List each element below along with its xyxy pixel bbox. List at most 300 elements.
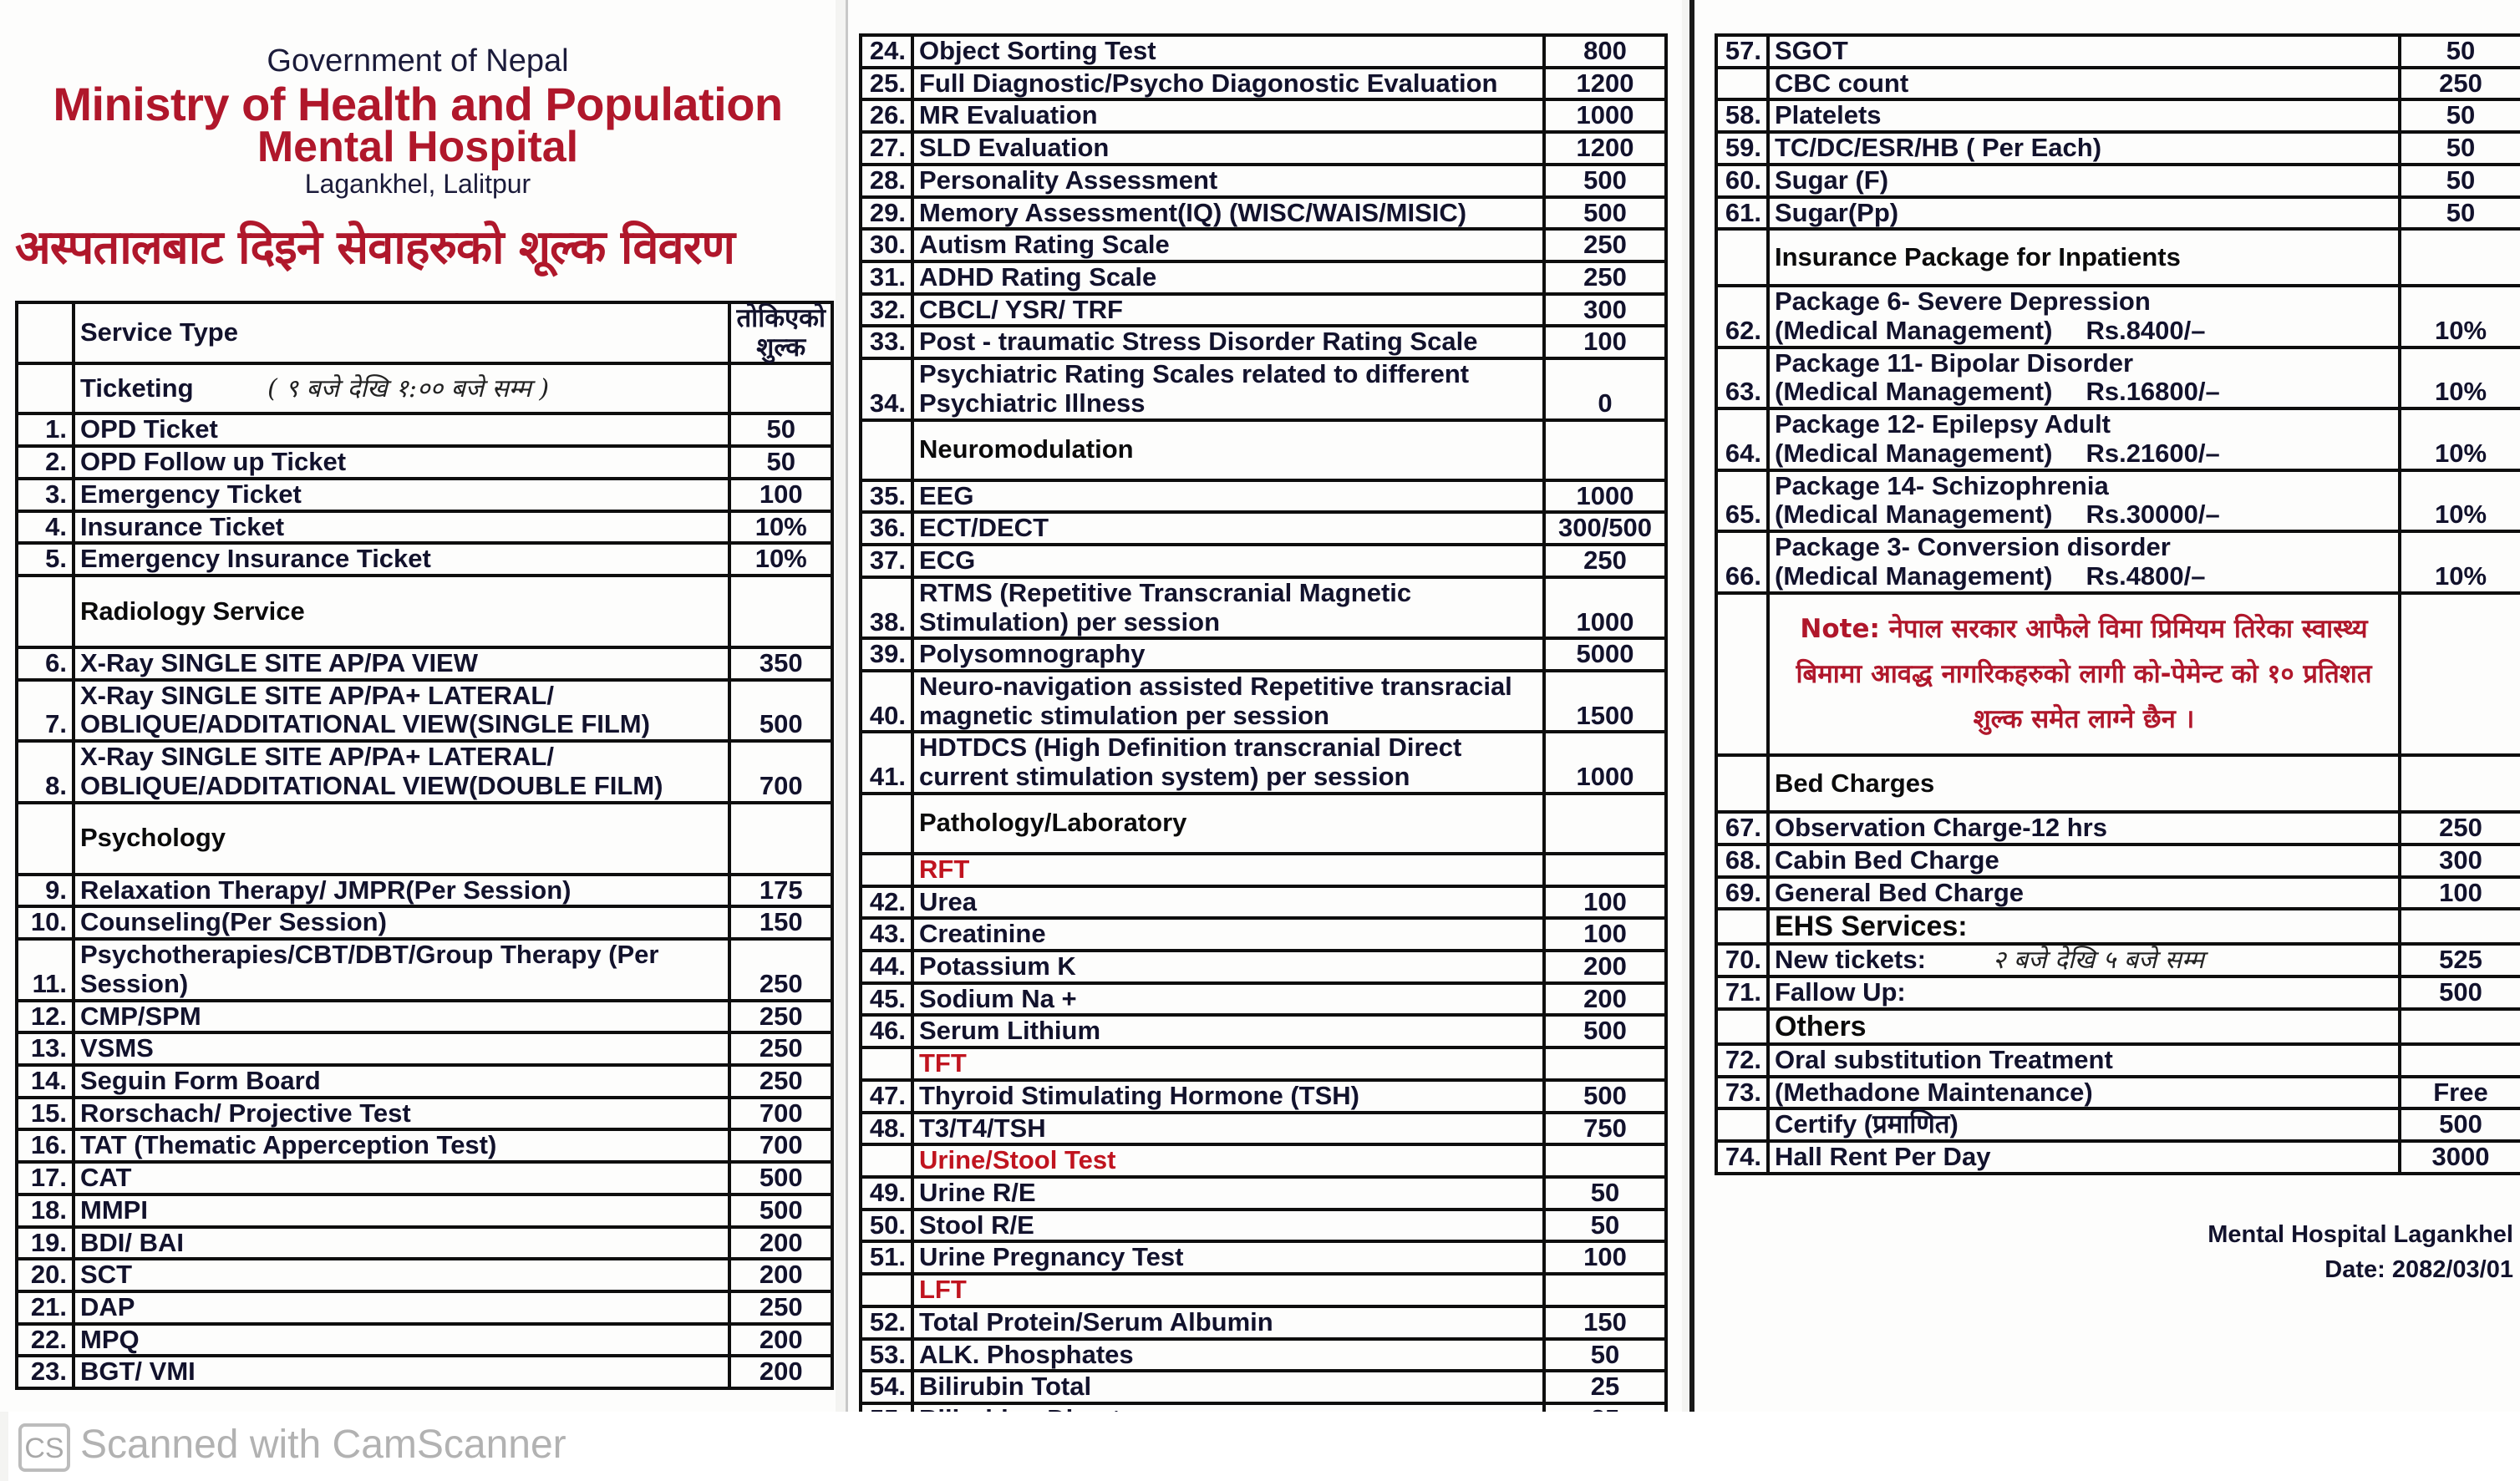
row-number: 8. xyxy=(17,741,74,802)
row-fee: 5000 xyxy=(1544,638,1666,671)
row-fee: 10% xyxy=(2400,408,2520,469)
service-name-text: Full Diagnostic/Psycho Diagonostic Evaluation xyxy=(919,68,1498,98)
row-fee: 50 xyxy=(729,446,832,479)
signatory: Mental Hospital Lagankhel xyxy=(2208,1221,2513,1248)
table-row xyxy=(1716,197,2520,230)
government-label: Government of Nepal xyxy=(267,43,569,79)
subsection-row xyxy=(861,1274,1666,1306)
service-name-text: Package 3- Conversion disorder xyxy=(1775,532,2171,562)
row-number: 70. xyxy=(1716,944,1768,976)
section-heading: Others xyxy=(1768,1009,2400,1044)
section-heading: Psychology xyxy=(74,803,729,875)
row-number xyxy=(17,576,74,647)
row-number: 15. xyxy=(17,1098,74,1130)
package-price: Rs.8400/– xyxy=(2086,316,2206,346)
service-name-text: Sugar (F) xyxy=(1775,165,1889,195)
row-fee: 100 xyxy=(1544,918,1666,951)
service-name xyxy=(912,261,1544,294)
table-row xyxy=(861,358,1666,419)
service-name-text: HDTDCS (High Definition transcranial Direct current stimulation system) per session xyxy=(919,733,1462,792)
subsection-heading: LFT xyxy=(912,1274,1544,1306)
service-name-text: Cabin Bed Charge xyxy=(1775,844,1999,875)
row-number: 4. xyxy=(17,511,74,544)
row-number: 60. xyxy=(1716,165,1768,197)
row-fee: 50 xyxy=(2400,197,2520,230)
subsection-heading: Urine/Stool Test xyxy=(912,1144,1544,1177)
service-name-text: ECG xyxy=(919,545,976,576)
row-number: 5. xyxy=(17,543,74,576)
service-name-text: MMPI xyxy=(80,1194,148,1225)
package-price: Rs.30000/– xyxy=(2086,500,2220,530)
service-name-text: BDI/ BAI xyxy=(80,1227,184,1257)
row-fee: 500 xyxy=(2400,1108,2520,1141)
row-number: 28. xyxy=(861,165,912,197)
service-name xyxy=(74,1032,729,1065)
table-row xyxy=(17,680,832,741)
table-row xyxy=(861,638,1666,671)
row-number: 57. xyxy=(1716,35,1768,68)
service-name-text: Rorschach/ Projective Test xyxy=(80,1098,411,1128)
row-fee xyxy=(729,576,832,647)
row-number: 59. xyxy=(1716,132,1768,165)
section-heading: Pathology/Laboratory xyxy=(912,794,1544,854)
service-name xyxy=(1768,1141,2400,1174)
row-fee: 300 xyxy=(1544,294,1666,327)
service-name-text: Insurance Ticket xyxy=(80,511,285,541)
service-name-text: Package 11- Bipolar Disorder xyxy=(1775,347,2134,378)
row-fee: 1000 xyxy=(1544,480,1666,513)
row-number xyxy=(861,420,912,480)
table-row xyxy=(17,1356,832,1388)
service-name xyxy=(74,1356,729,1388)
table-row xyxy=(1716,976,2520,1009)
service-type-header: Service Type xyxy=(74,302,729,363)
row-fee: 200 xyxy=(729,1259,832,1291)
service-name xyxy=(912,132,1544,165)
camscanner-logo-icon: CS xyxy=(18,1423,70,1472)
service-name xyxy=(912,197,1544,230)
package-type: (Medical Management) xyxy=(1775,560,2053,591)
service-name-text: EEG xyxy=(919,480,974,510)
row-number xyxy=(861,794,912,854)
table-row xyxy=(1716,132,2520,165)
section-row xyxy=(1716,1009,2520,1044)
service-name xyxy=(74,939,729,1000)
row-number: 33. xyxy=(861,326,912,358)
service-name xyxy=(912,1371,1544,1403)
service-name xyxy=(912,512,1544,545)
row-fee: 500 xyxy=(1544,165,1666,197)
row-number: 31. xyxy=(861,261,912,294)
table-row xyxy=(861,1339,1666,1372)
row-fee: 100 xyxy=(1544,886,1666,919)
row-fee: 500 xyxy=(2400,976,2520,1009)
service-name xyxy=(74,1194,729,1227)
row-number: 69. xyxy=(1716,877,1768,910)
section-row xyxy=(861,420,1666,480)
row-number: 42. xyxy=(861,886,912,919)
row-number: 49. xyxy=(861,1177,912,1210)
row-number: 53. xyxy=(861,1339,912,1372)
row-fee: 200 xyxy=(729,1227,832,1260)
table-row xyxy=(17,1259,832,1291)
service-name-text: MR Evaluation xyxy=(919,100,1098,130)
table-row xyxy=(861,1080,1666,1113)
row-number: 18. xyxy=(17,1194,74,1227)
service-name-text: Total Protein/Serum Albumin xyxy=(919,1306,1273,1336)
table-row xyxy=(1716,531,2520,592)
service-name xyxy=(912,35,1544,68)
service-name-text: Bilirubin Total xyxy=(919,1372,1092,1402)
row-fee xyxy=(2400,755,2520,812)
service-name-text: Emergency Insurance Ticket xyxy=(80,544,431,574)
row-number: 10. xyxy=(17,906,74,939)
row-number: 29. xyxy=(861,197,912,230)
row-fee: 1000 xyxy=(1544,732,1666,793)
row-fee: 10% xyxy=(729,543,832,576)
table-row xyxy=(861,512,1666,545)
row-number: 65. xyxy=(1716,470,1768,531)
service-name-text: Sodium Na + xyxy=(919,983,1077,1013)
service-name xyxy=(912,1210,1544,1242)
service-name xyxy=(912,671,1544,732)
service-name xyxy=(74,741,729,802)
row-number: 71. xyxy=(1716,976,1768,1009)
service-name xyxy=(74,1324,729,1357)
row-number: 44. xyxy=(861,951,912,983)
row-number: 67. xyxy=(1716,812,1768,844)
row-fee: 250 xyxy=(2400,68,2520,100)
row-number: 36. xyxy=(861,512,912,545)
service-name xyxy=(74,647,729,680)
table-row xyxy=(861,132,1666,165)
row-fee: 250 xyxy=(1544,229,1666,261)
fee-table-middle xyxy=(859,33,1668,1469)
row-fee xyxy=(1544,794,1666,854)
service-name xyxy=(912,545,1544,577)
table-row xyxy=(861,1113,1666,1145)
table-row xyxy=(17,1227,832,1260)
table-row xyxy=(861,1371,1666,1403)
row-fee: 300/500 xyxy=(1544,512,1666,545)
row-number: 24. xyxy=(861,35,912,68)
table-row xyxy=(17,413,832,446)
service-name-text: Neuro-navigation assisted Repetitive transracial magnetic stimulation per session xyxy=(919,671,1512,730)
table-row xyxy=(861,326,1666,358)
table-row xyxy=(861,1306,1666,1339)
row-fee: 300 xyxy=(2400,844,2520,877)
row-fee: 100 xyxy=(2400,877,2520,910)
ticketing-hours-handwritten: ( ९ बजे देखि १:०० बजे सम्म ) xyxy=(267,374,550,404)
fee-table-right xyxy=(1715,33,2520,1175)
hospital-title: Mental Hospital xyxy=(257,123,579,171)
table-row xyxy=(1716,1141,2520,1174)
service-name xyxy=(1768,1044,2400,1077)
row-number: 51. xyxy=(861,1241,912,1274)
row-fee: 800 xyxy=(1544,35,1666,68)
row-fee: 150 xyxy=(729,906,832,939)
section-heading: EHS Services: xyxy=(1768,909,2400,944)
table-row xyxy=(17,1129,832,1162)
row-number: 46. xyxy=(861,1015,912,1047)
table-row xyxy=(861,294,1666,327)
service-name xyxy=(912,358,1544,419)
service-name-text: Platelets xyxy=(1775,100,1882,130)
table-row xyxy=(1716,944,2520,976)
table-row xyxy=(17,1162,832,1194)
service-name-text: CBC count xyxy=(1775,68,1909,98)
table-row xyxy=(17,741,832,802)
row-number: 66. xyxy=(1716,531,1768,592)
service-name xyxy=(1768,1077,2400,1109)
table-row xyxy=(1716,812,2520,844)
service-name-text: CMP/SPM xyxy=(80,1001,201,1031)
table-row xyxy=(861,35,1666,68)
table-row xyxy=(17,1324,832,1357)
section-row xyxy=(861,794,1666,854)
table-row xyxy=(861,480,1666,513)
row-number: 43. xyxy=(861,918,912,951)
issue-date: Date: 2082/03/01 xyxy=(2324,1256,2513,1283)
row-number xyxy=(1716,1108,1768,1141)
row-fee: 50 xyxy=(729,413,832,446)
table-row xyxy=(1716,844,2520,877)
row-number: 54. xyxy=(861,1371,912,1403)
row-number: 9. xyxy=(17,875,74,907)
subsection-row xyxy=(861,854,1666,886)
service-name xyxy=(74,1065,729,1098)
table-row xyxy=(17,1291,832,1324)
row-fee: 500 xyxy=(729,1162,832,1194)
row-number: 72. xyxy=(1716,1044,1768,1077)
row-number xyxy=(861,1274,912,1306)
table-row xyxy=(17,446,832,479)
service-name-text: Psychotherapies/CBT/DBT/Group Therapy (Per Session) xyxy=(80,940,659,998)
service-name-text: Urine R/E xyxy=(919,1178,1036,1207)
service-name xyxy=(1768,944,2400,976)
row-fee xyxy=(2400,909,2520,944)
row-fee xyxy=(2400,229,2520,286)
row-number: 39. xyxy=(861,638,912,671)
service-name xyxy=(912,918,1544,951)
subsection-row xyxy=(861,1047,1666,1080)
service-name xyxy=(1768,877,2400,910)
row-number: 64. xyxy=(1716,408,1768,469)
row-number: 11. xyxy=(17,939,74,1000)
section-heading: Neuromodulation xyxy=(912,420,1544,480)
table-row xyxy=(861,886,1666,919)
row-fee: Free xyxy=(2400,1077,2520,1109)
insurance-copayment-note: Note: नेपाल सरकार आफैले विमा प्रिमियम तिरेका स्वास्थ्य बिमामा आवद्ध नागरिकहरुको लागी को-पेमेन्ट को १० प्रतिशत शुल्क समेत लाग्ने छैन । xyxy=(1768,593,2400,756)
row-number: 73. xyxy=(1716,1077,1768,1109)
row-fee: 25 xyxy=(1544,1371,1666,1403)
service-name-text: Stool R/E xyxy=(919,1210,1034,1240)
section-heading: Insurance Package for Inpatients xyxy=(1768,229,2400,286)
service-name-text: Memory Assessment(IQ) (WISC/WAIS/MISIC) xyxy=(919,197,1467,227)
row-number: 62. xyxy=(1716,286,1768,347)
row-number xyxy=(861,1047,912,1080)
service-name-text: Psychiatric Rating Scales related to different Psychiatric Illness xyxy=(919,359,1470,418)
package-type: (Medical Management) xyxy=(1775,500,2053,530)
service-name xyxy=(74,1291,729,1324)
row-fee: 250 xyxy=(1544,261,1666,294)
subsection-heading: RFT xyxy=(912,854,1544,886)
row-fee xyxy=(1544,1144,1666,1177)
service-name-text: VSMS xyxy=(80,1033,154,1063)
service-name xyxy=(1768,408,2400,469)
table-row xyxy=(17,875,832,907)
row-number xyxy=(1716,593,1768,756)
table-row xyxy=(861,1241,1666,1274)
table-row xyxy=(861,671,1666,732)
table-row xyxy=(1716,470,2520,531)
table-row xyxy=(1716,877,2520,910)
row-number: 12. xyxy=(17,1001,74,1033)
table-row xyxy=(1716,165,2520,197)
service-name-text: Oral substitution Treatment xyxy=(1775,1045,2113,1074)
row-number: 30. xyxy=(861,229,912,261)
row-fee: 50 xyxy=(2400,132,2520,165)
table-row xyxy=(17,1194,832,1227)
package-type: (Medical Management) xyxy=(1775,438,2053,468)
row-fee xyxy=(2400,1044,2520,1077)
table-row xyxy=(861,951,1666,983)
table-row xyxy=(17,1098,832,1130)
row-fee: 100 xyxy=(729,479,832,511)
row-fee: 10% xyxy=(729,511,832,544)
row-fee: 150 xyxy=(1544,1306,1666,1339)
service-name xyxy=(74,1227,729,1260)
row-fee: 50 xyxy=(2400,35,2520,68)
service-name xyxy=(912,886,1544,919)
service-name-text: Counseling(Per Session) xyxy=(80,907,387,937)
service-name-text: Observation Charge-12 hrs xyxy=(1775,813,2107,843)
row-number: 34. xyxy=(861,358,912,419)
row-fee: 3000 xyxy=(2400,1141,2520,1174)
table-row xyxy=(861,732,1666,793)
row-number: 14. xyxy=(17,1065,74,1098)
row-fee: 100 xyxy=(1544,326,1666,358)
row-fee: 250 xyxy=(729,1065,832,1098)
row-fee: 250 xyxy=(1544,545,1666,577)
table-row xyxy=(861,1015,1666,1047)
service-name xyxy=(912,1177,1544,1210)
service-name xyxy=(912,229,1544,261)
service-name xyxy=(912,480,1544,513)
row-number: 1. xyxy=(17,413,74,446)
service-name-text: X-Ray SINGLE SITE AP/PA+ LATERAL/ OBLIQUE/ADDITATIONAL VIEW(SINGLE FILM) xyxy=(80,680,650,739)
service-name xyxy=(74,1162,729,1194)
service-name xyxy=(74,875,729,907)
service-name-text: DAP xyxy=(80,1291,135,1321)
row-fee: 1000 xyxy=(1544,99,1666,132)
row-number: 50. xyxy=(861,1210,912,1242)
service-name-text: TAT (Thematic Apperception Test) xyxy=(80,1130,497,1160)
ehs-hours-handwritten: २ बजे देखि ५ बजे सम्म xyxy=(1992,946,2204,976)
section-row xyxy=(1716,755,2520,812)
row-fee: 10% xyxy=(2400,286,2520,347)
section-row xyxy=(17,803,832,875)
row-fee: 50 xyxy=(1544,1210,1666,1242)
table-row xyxy=(17,647,832,680)
section-row xyxy=(17,576,832,647)
section-heading: Bed Charges xyxy=(1768,755,2400,812)
service-name xyxy=(912,577,1544,638)
row-number xyxy=(1716,1009,1768,1044)
service-name-text: X-Ray SINGLE SITE AP/PA VIEW xyxy=(80,648,478,678)
ticketing-heading: Ticketing xyxy=(80,373,194,403)
row-number: 61. xyxy=(1716,197,1768,230)
table-row xyxy=(1716,1077,2520,1109)
service-name-text: Package 14- Schizophrenia xyxy=(1775,470,2109,500)
service-name-text: SLD Evaluation xyxy=(919,133,1110,163)
row-number: 23. xyxy=(17,1356,74,1388)
service-name xyxy=(74,511,729,544)
service-name xyxy=(74,1259,729,1291)
row-number: 2. xyxy=(17,446,74,479)
service-name-text: X-Ray SINGLE SITE AP/PA+ LATERAL/ OBLIQUE/ADDITATIONAL VIEW(DOUBLE FILM) xyxy=(80,742,663,800)
service-name xyxy=(912,983,1544,1016)
row-number: 3. xyxy=(17,479,74,511)
camscanner-watermark xyxy=(8,1412,2520,1481)
row-fee: 250 xyxy=(729,1032,832,1065)
package-price: Rs.4800/– xyxy=(2086,560,2206,591)
ministry-title: Ministry of Health and Population xyxy=(53,78,783,130)
service-name-text: Fallow Up: xyxy=(1775,977,1906,1007)
row-fee: 500 xyxy=(1544,1080,1666,1113)
fee-schedule-title-nepali: अस्पतालबाट दिइने सेवाहरुको शूल्क विवरण xyxy=(15,221,735,275)
row-number: 20. xyxy=(17,1259,74,1291)
row-number: 63. xyxy=(1716,347,1768,408)
service-name-text: Object Sorting Test xyxy=(919,36,1156,65)
row-fee: 500 xyxy=(1544,1015,1666,1047)
row-number: 52. xyxy=(861,1306,912,1339)
insurance-note-row xyxy=(1716,593,2520,756)
table-row xyxy=(1716,1044,2520,1077)
service-name-text: Serum Lithium xyxy=(919,1016,1101,1046)
service-name xyxy=(74,479,729,511)
row-number: 38. xyxy=(861,577,912,638)
service-name xyxy=(912,165,1544,197)
row-fee: 250 xyxy=(2400,812,2520,844)
row-fee: 250 xyxy=(729,939,832,1000)
service-name xyxy=(912,294,1544,327)
table-row xyxy=(861,229,1666,261)
package-price: Rs.21600/– xyxy=(2086,438,2220,468)
table-row xyxy=(1716,347,2520,408)
table-row xyxy=(861,983,1666,1016)
service-name-text: RTMS (Repetitive Transcranial Magnetic Stimulation) per session xyxy=(919,577,1412,637)
service-name xyxy=(74,1098,729,1130)
service-name xyxy=(1768,812,2400,844)
row-number: 22. xyxy=(17,1324,74,1357)
service-name-text: Package 6- Severe Depression xyxy=(1775,287,2151,317)
table-row xyxy=(17,1001,832,1033)
row-number: 13. xyxy=(17,1032,74,1065)
row-fee: 750 xyxy=(1544,1113,1666,1145)
service-name-text: SCT xyxy=(80,1260,132,1290)
row-fee: 350 xyxy=(729,647,832,680)
row-number: 48. xyxy=(861,1113,912,1145)
row-number: 47. xyxy=(861,1080,912,1113)
table-row xyxy=(861,1210,1666,1242)
row-fee: 50 xyxy=(1544,1339,1666,1372)
row-fee xyxy=(2400,1009,2520,1044)
service-name xyxy=(1768,286,2400,347)
row-fee: 10% xyxy=(2400,470,2520,531)
service-name xyxy=(74,446,729,479)
table-header-row xyxy=(17,302,832,363)
